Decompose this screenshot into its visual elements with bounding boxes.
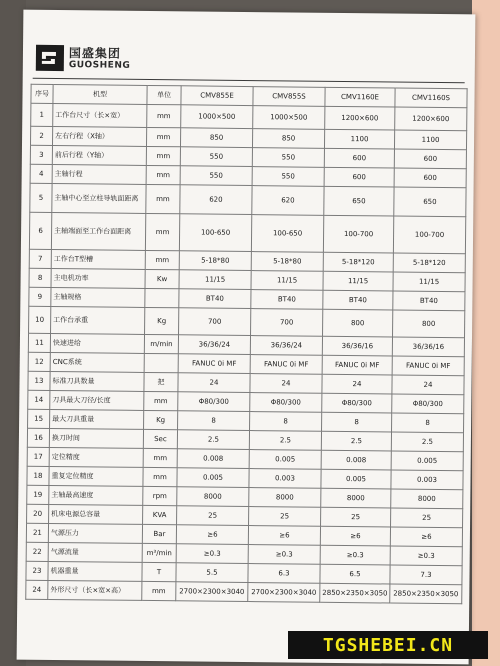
column-header: 序号 — [31, 84, 53, 103]
row-index: 17 — [27, 447, 49, 466]
background-right — [472, 0, 500, 666]
spec-name: 左右行程（X轴） — [52, 126, 146, 146]
spec-value: 5-18*120 — [323, 252, 393, 272]
spec-value: 2.5 — [391, 432, 463, 452]
spec-name: 主轴行程 — [52, 164, 146, 184]
spec-value: 5-18*80 — [251, 252, 323, 272]
spec-unit: mm — [145, 250, 179, 269]
spec-value: 0.008 — [177, 449, 249, 469]
spec-value: 550 — [180, 147, 252, 167]
spec-unit: KVA — [143, 505, 177, 524]
spec-name: 外形尺寸（长×宽×高） — [48, 580, 142, 600]
spec-value: 11/15 — [393, 272, 465, 292]
spec-value: 5-18*120 — [393, 253, 465, 273]
spec-name: 气源流量 — [48, 542, 142, 562]
spec-value: 550 — [252, 167, 324, 187]
spec-name: 主轴中心至立柱导轨面距离 — [52, 183, 146, 213]
spec-value: 1000×500 — [253, 106, 325, 130]
spec-name: 前后行程（Y轴） — [52, 145, 146, 165]
spec-unit: mm — [146, 165, 180, 184]
spec-value: 11/15 — [179, 270, 251, 290]
spec-value: Φ80/300 — [178, 392, 250, 412]
spec-unit — [144, 353, 178, 372]
spec-unit: m/min — [144, 334, 178, 353]
row-index: 14 — [28, 390, 50, 409]
spec-value: 600 — [324, 148, 394, 168]
row-index: 11 — [28, 333, 50, 352]
spec-value: ≥6 — [176, 525, 248, 545]
spec-value: 1100 — [324, 129, 394, 149]
spec-value: ≥0.3 — [248, 545, 320, 565]
spec-value: 800 — [323, 309, 393, 337]
spec-value: 36/36/16 — [322, 336, 392, 356]
spec-unit: T — [142, 562, 176, 581]
spec-unit: Bar — [142, 524, 176, 543]
column-header: 机型 — [53, 84, 147, 104]
spec-value: 2700×2300×3040 — [176, 582, 248, 602]
spec-name: 机床电源总容量 — [49, 504, 143, 524]
spec-value: 0.003 — [391, 470, 463, 490]
spec-table — [25, 84, 467, 605]
spec-unit: mm — [147, 104, 181, 127]
spec-value: BT40 — [323, 290, 393, 310]
spec-value: 100-650 — [251, 215, 323, 253]
spec-value: 0.008 — [321, 450, 391, 470]
spec-value: ≥0.3 — [390, 546, 462, 566]
spec-value: 600 — [394, 168, 466, 188]
spec-name: 主轴规格 — [51, 287, 145, 307]
spec-name: 换刀时间 — [49, 428, 143, 448]
spec-value: FANUC 0i MF — [322, 355, 392, 375]
row-index: 21 — [26, 523, 48, 542]
spec-value: 1100 — [394, 130, 466, 150]
spec-unit: Kw — [145, 269, 179, 288]
spec-value: 8000 — [391, 489, 463, 509]
spec-unit: Kg — [145, 307, 179, 334]
spec-value: ≥6 — [248, 526, 320, 546]
spec-value: 6.3 — [248, 564, 320, 584]
table-row — [29, 212, 465, 254]
spec-value: Φ80/300 — [322, 393, 392, 413]
table-row — [26, 580, 462, 604]
row-index: 23 — [26, 561, 48, 580]
spec-value: 6.5 — [320, 564, 390, 584]
spec-value: ≥0.3 — [176, 544, 248, 564]
spec-value: 5.5 — [176, 563, 248, 583]
spec-value: FANUC 0i MF — [392, 356, 464, 376]
spec-value: 24 — [392, 375, 464, 395]
spec-value: 2700×2300×3040 — [248, 583, 320, 603]
row-index: 20 — [27, 504, 49, 523]
spec-name: 机器重量 — [48, 561, 142, 581]
spec-value: 850 — [180, 128, 252, 148]
table-body — [26, 103, 467, 604]
spec-value: 1000×500 — [181, 105, 253, 129]
spec-unit: mm — [146, 184, 180, 213]
spec-value: 700 — [179, 308, 251, 336]
spec-unit: mm — [146, 127, 180, 146]
spec-name: 气源压力 — [48, 523, 142, 543]
spec-value: BT40 — [251, 290, 323, 310]
spec-value: 0.003 — [249, 469, 321, 489]
spec-unit: rpm — [143, 486, 177, 505]
spec-value: 24 — [178, 373, 250, 393]
spec-unit: m³/min — [142, 543, 176, 562]
spec-name: 工作台尺寸（长×宽） — [53, 103, 147, 127]
spec-value: 36/36/24 — [178, 335, 250, 355]
spec-name: 工作台承重 — [51, 306, 145, 334]
spec-value: 2.5 — [321, 431, 391, 451]
brand-header — [35, 44, 131, 73]
spec-value: 8 — [392, 413, 464, 433]
document-page — [17, 10, 476, 665]
column-header: CMV855S — [253, 87, 325, 107]
spec-name: 标准刀具数量 — [50, 371, 144, 391]
spec-unit: mm — [142, 581, 176, 600]
brand-name-cn: 国盛集团 — [68, 45, 122, 61]
spec-value: 2.5 — [177, 430, 249, 450]
spec-value: 100-700 — [323, 215, 393, 253]
spec-name: 主轴最高速度 — [49, 485, 143, 505]
row-index: 1 — [31, 103, 53, 126]
spec-unit: mm — [144, 391, 178, 410]
spec-value: 8000 — [177, 487, 249, 507]
spec-name: 重复定位精度 — [49, 466, 143, 486]
row-index: 6 — [29, 212, 51, 249]
spec-unit: 把 — [144, 372, 178, 391]
spec-value: 5-18*80 — [179, 251, 251, 271]
spec-value: 1200×600 — [395, 107, 467, 131]
spec-value: FANUC 0i MF — [178, 354, 250, 374]
spec-value: BT40 — [393, 291, 465, 311]
column-header: CMV855E — [181, 86, 253, 106]
spec-value: 700 — [251, 309, 323, 337]
row-index: 19 — [27, 485, 49, 504]
spec-name: 快速进给 — [50, 333, 144, 353]
spec-value: 7.3 — [390, 565, 462, 585]
site-watermark: TGSHEBEI.CN — [288, 631, 488, 659]
spec-value: 100-700 — [393, 216, 465, 254]
spec-name: 主电机功率 — [51, 268, 145, 288]
spec-name: 刀具最大刀径/长度 — [50, 390, 144, 410]
row-index: 8 — [29, 268, 51, 287]
spec-value: 25 — [321, 507, 391, 527]
spec-value: 11/15 — [251, 271, 323, 291]
spec-name: CNC系统 — [50, 352, 144, 372]
row-index: 3 — [30, 145, 52, 164]
spec-value: 8 — [178, 411, 250, 431]
spec-value: 550 — [180, 166, 252, 186]
row-index: 5 — [30, 183, 52, 212]
spec-value: 24 — [250, 374, 322, 394]
spec-value: 0.005 — [321, 469, 391, 489]
spec-value: ≥6 — [390, 527, 462, 547]
spec-value: 8 — [250, 412, 322, 432]
row-index: 12 — [28, 352, 50, 371]
row-index: 10 — [29, 306, 51, 333]
spec-value: 24 — [322, 374, 392, 394]
spec-value: 0.005 — [249, 450, 321, 470]
spec-unit: mm — [146, 146, 180, 165]
spec-name: 最大刀具重量 — [50, 409, 144, 429]
column-header: 单位 — [147, 85, 181, 104]
spec-value: 2850×2350×3050 — [320, 583, 390, 603]
spec-value: 25 — [249, 507, 321, 527]
row-index: 22 — [26, 542, 48, 561]
spec-value: Φ80/300 — [392, 394, 464, 414]
spec-value: 8 — [322, 412, 392, 432]
spec-value: Φ80/300 — [250, 393, 322, 413]
spec-unit — [145, 288, 179, 307]
spec-name: 工作台T型槽 — [51, 249, 145, 269]
spec-value: 8000 — [321, 488, 391, 508]
row-index: 4 — [30, 164, 52, 183]
spec-value: 11/15 — [323, 271, 393, 291]
row-index: 13 — [28, 371, 50, 390]
spec-value: 100-650 — [179, 214, 251, 252]
row-index: 24 — [26, 580, 48, 599]
spec-value: 36/36/16 — [392, 337, 464, 357]
spec-unit: mm — [145, 213, 179, 250]
spec-value: ≥0.3 — [320, 545, 390, 565]
row-index: 7 — [29, 249, 51, 268]
header-divider — [33, 78, 465, 84]
row-index: 18 — [27, 466, 49, 485]
spec-value: 650 — [394, 187, 466, 217]
spec-value: 620 — [252, 186, 324, 216]
spec-value: 36/36/24 — [250, 336, 322, 356]
spec-value: 0.005 — [391, 451, 463, 471]
spec-value: 2.5 — [249, 431, 321, 451]
brand-name-en: GUOSHENG — [68, 59, 131, 71]
spec-value: 25 — [177, 506, 249, 526]
spec-unit: mm — [143, 448, 177, 467]
spec-value: 800 — [393, 310, 465, 338]
column-header: CMV1160E — [325, 87, 395, 107]
column-header: CMV1160S — [395, 88, 467, 108]
spec-value: 0.005 — [177, 468, 249, 488]
spec-value: BT40 — [179, 289, 251, 309]
spec-unit: Sec — [143, 429, 177, 448]
spec-unit: Kg — [144, 410, 178, 429]
spec-value: 550 — [252, 148, 324, 168]
spec-unit: mm — [143, 467, 177, 486]
row-index: 15 — [28, 409, 50, 428]
row-index: 2 — [30, 126, 52, 145]
row-index: 16 — [27, 428, 49, 447]
spec-value: 2850×2350×3050 — [390, 584, 462, 604]
spec-value: FANUC 0i MF — [250, 355, 322, 375]
spec-value: ≥6 — [320, 526, 390, 546]
spec-value: 1200×600 — [325, 106, 395, 130]
spec-value: 850 — [252, 129, 324, 149]
spec-name: 主轴端面至工作台面距离 — [51, 212, 145, 250]
spec-value: 650 — [324, 186, 394, 216]
guosheng-logo-icon — [35, 44, 65, 72]
table-row — [30, 183, 466, 217]
spec-value: 25 — [391, 508, 463, 528]
spec-value: 8000 — [249, 488, 321, 508]
spec-name: 定位精度 — [49, 447, 143, 467]
row-index: 9 — [29, 287, 51, 306]
spec-value: 600 — [324, 167, 394, 187]
spec-value: 620 — [180, 185, 252, 215]
spec-value: 600 — [394, 149, 466, 169]
